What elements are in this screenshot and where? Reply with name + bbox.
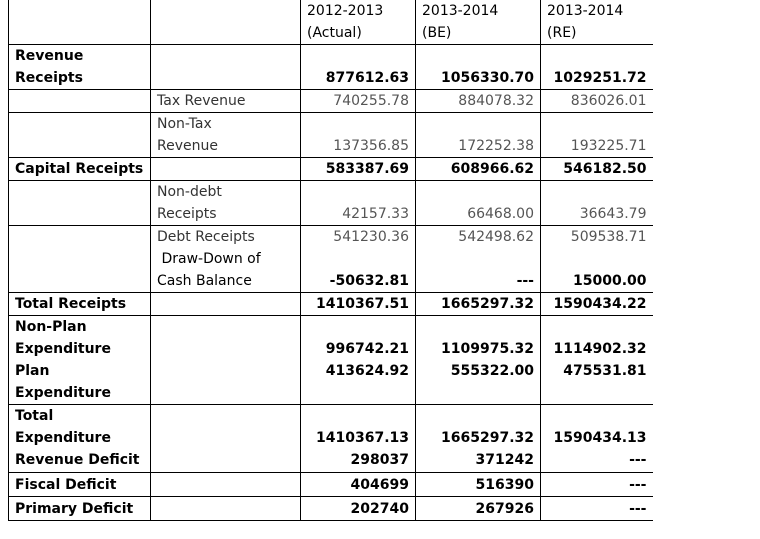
row-label: Total Expenditure Revenue Deficit [9,405,151,473]
header-cell-empty-2 [151,0,301,45]
header-2013-14-re [541,0,653,45]
row-sublabel [151,293,301,316]
table-row [9,473,653,497]
value-re: 1114902.32 475531.81 [541,316,653,405]
row-label: Fiscal Deficit [9,473,151,497]
value-be: 542498.62 --- [416,226,541,293]
value-be: 608966.62 [416,158,541,181]
value-be: 267926 [416,497,541,521]
row-sublabel: Non-debt Receipts [151,181,301,226]
table-row [9,158,653,181]
header-2012-13-actual [301,0,416,45]
table-row [9,45,653,90]
row-label: Capital Receipts [9,158,151,181]
value-be: 66468.00 [416,181,541,226]
table-row [9,497,653,521]
value-re: 509538.71 15000.00 [541,226,653,293]
value-re: 546182.50 [541,158,653,181]
table-row [9,113,653,158]
row-sublabel [151,497,301,521]
value-re: 193225.71 [541,113,653,158]
header-type: (BE) [422,25,452,41]
value-actual: 404699 [301,473,416,497]
value-re: 1590434.13 --- [541,405,653,473]
value-actual: 202740 [301,497,416,521]
header-year: 2012-2013 [307,3,384,19]
header-type: (RE) [547,25,577,41]
value-be: 1109975.32 555322.00 [416,316,541,405]
value-actual: 583387.69 [301,158,416,181]
value-actual: 42157.33 [301,181,416,226]
value-be: 1665297.32 [416,293,541,316]
table-row [9,90,653,113]
row-sublabel [151,473,301,497]
value-be: 172252.38 [416,113,541,158]
value-re: 1590434.22 [541,293,653,316]
table-row [9,293,653,316]
value-be: 1056330.70 [416,45,541,90]
row-label [9,181,151,226]
row-label: Primary Deficit [9,497,151,521]
value-actual: 541230.36 -50632.81 [301,226,416,293]
budget-table [8,0,653,521]
row-label [9,90,151,113]
value-actual: 1410367.13 298037 [301,405,416,473]
table-row [9,181,653,226]
value-be: 884078.32 [416,90,541,113]
table-row [9,405,653,473]
row-sublabel: Non-Tax Revenue [151,113,301,158]
row-label [9,226,151,293]
header-cell-empty-1 [9,0,151,45]
row-label: Revenue Receipts [9,45,151,90]
value-actual: 877612.63 [301,45,416,90]
row-sublabel [151,405,301,473]
row-label: Total Receipts [9,293,151,316]
table-header-row [9,0,653,45]
row-sublabel [151,316,301,405]
header-2013-14-be [416,0,541,45]
value-re: --- [541,497,653,521]
header-year: 2013-2014 [422,3,499,19]
value-actual: 996742.21 413624.92 [301,316,416,405]
header-type: (Actual) [307,25,362,41]
table-row [9,226,653,293]
table-row [9,316,653,405]
value-re: 836026.01 [541,90,653,113]
row-sublabel: Tax Revenue [151,90,301,113]
value-be: 1665297.32 371242 [416,405,541,473]
value-re: 1029251.72 [541,45,653,90]
row-sublabel [151,158,301,181]
value-actual: 137356.85 [301,113,416,158]
value-be: 516390 [416,473,541,497]
row-sublabel: Debt Receipts Draw-Down of Cash Balance [151,226,301,293]
header-year: 2013-2014 [547,3,624,19]
row-sublabel [151,45,301,90]
value-actual: 740255.78 [301,90,416,113]
row-label: Non-Plan Expenditure Plan Expenditure [9,316,151,405]
value-re: 36643.79 [541,181,653,226]
row-label [9,113,151,158]
value-re: --- [541,473,653,497]
value-actual: 1410367.51 [301,293,416,316]
